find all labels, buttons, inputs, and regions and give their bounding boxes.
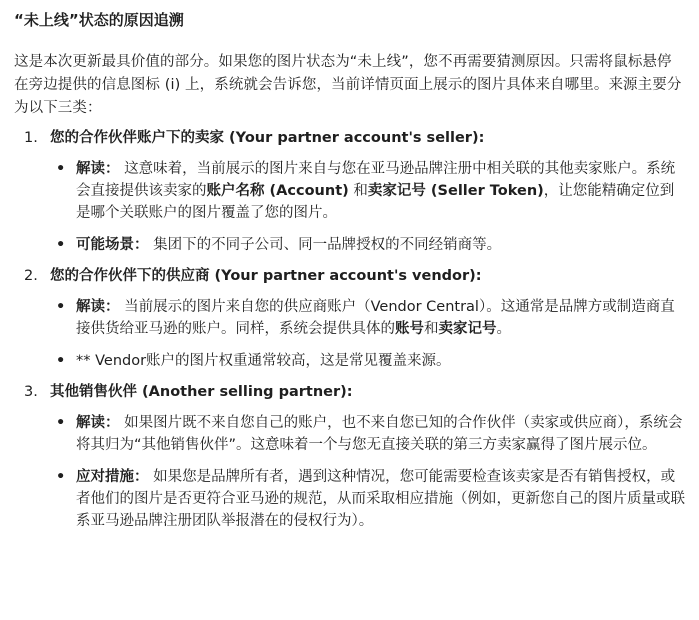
bullet-scenario <box>14 234 685 256</box>
bullet-text: 如果您是品牌所有者，遇到这种情况，您可能需要检查该卖家是否有销售授权，或者他们的图片是否更符合亚马逊的规范，从而采取相应措施（例如，更新您自己的图片质量或联系亚马逊品牌注册团队举报潜在的侵权行为）。 <box>76 469 685 529</box>
list-item-heading <box>14 128 685 149</box>
list-item-heading <box>14 266 685 287</box>
bullet-strong-text: 卖家记号 (Seller Token) <box>367 183 544 199</box>
list-item-partner-seller <box>14 128 685 256</box>
bullet-text: 这意味着，当前展示的图片来自与您在亚马逊品牌注册中相关联的其他卖家账户。系统会直接提供该卖家的 <box>76 161 676 199</box>
list-number: 2. <box>24 268 38 284</box>
bullet-text: ，让您能精确定位到是哪个关联账户的图片覆盖了您的图片。 <box>76 183 675 221</box>
list-item-other-partner <box>14 382 685 532</box>
bullet-interpretation <box>14 296 685 340</box>
bullet-dot-icon: • <box>56 469 66 485</box>
bullet-text: ** Vendor账户的图片权重通常较高，这是常见覆盖来源。 <box>76 353 451 369</box>
bullet-text: 如果图片既不来自您自己的账户，也不来自您已知的合作伙伴（卖家或供应商），系统会将其归为“其他销售伙伴”。这意味着一个与您无直接关联的第三方卖家赢得了图片展示位。 <box>76 415 683 453</box>
bullet-strong-text: 账户名称 (Account) <box>206 183 349 199</box>
list-item-heading <box>14 382 685 403</box>
bullet-strong-text: 卖家记号 <box>438 321 497 337</box>
bullet-text: 。 <box>496 321 511 337</box>
bullet-dot-icon: • <box>56 299 66 315</box>
bullet-text: 集团下的不同子公司、同一品牌授权的不同经销商等。 <box>153 237 502 253</box>
bullet-label: 可能场景： <box>76 237 149 253</box>
bullet-dot-icon: • <box>56 237 66 253</box>
bullet-interpretation <box>14 158 685 224</box>
heading-text: 您的合作伙伴账户下的卖家 (Your partner account's seller): <box>50 130 485 146</box>
bullet-interpretation <box>14 412 685 456</box>
list-number: 3. <box>24 384 38 400</box>
list-item-partner-vendor <box>14 266 685 372</box>
bullet-label: 应对措施： <box>76 469 149 485</box>
bullet-text: 和 <box>348 183 368 199</box>
heading-text: 其他销售伙伴 (Another selling partner): <box>50 384 353 400</box>
bullet-list <box>14 158 685 256</box>
intro-paragraph: 这是本次更新最具价值的部分。如果您的图片状态为“未上线”，您不再需要猜测原因。只需将鼠标悬停在旁边提供的信息图标 (i) 上，系统就会告诉您，当前详情页面上展示的图片具体来自哪里。来源主要分为以下三类： <box>14 54 682 116</box>
bullet-dot-icon: • <box>56 161 66 177</box>
bullet-list <box>14 412 685 532</box>
heading-text: 您的合作伙伴下的供应商 (Your partner account's vendor): <box>50 268 482 284</box>
bullet-text: 当前展示的图片来自您的供应商账户（Vendor Central）。这通常是品牌方或制造商直接供货给亚马逊的账户。同样，系统会提供具体的 <box>76 299 675 337</box>
bullet-label: 解读： <box>76 415 120 431</box>
bullet-list <box>14 296 685 372</box>
bullet-dot-icon: • <box>56 415 66 431</box>
bullet-label: 解读： <box>76 161 120 177</box>
bullet-note <box>14 350 685 372</box>
section-title: “未上线”状态的原因追溯 <box>14 11 184 29</box>
bullet-countermeasure <box>14 466 685 532</box>
list-number: 1. <box>24 130 38 146</box>
bullet-strong-text: 账号 <box>395 321 424 337</box>
bullet-label: 解读： <box>76 299 120 315</box>
bullet-dot-icon: • <box>56 353 66 369</box>
bullet-text: 和 <box>424 321 439 337</box>
